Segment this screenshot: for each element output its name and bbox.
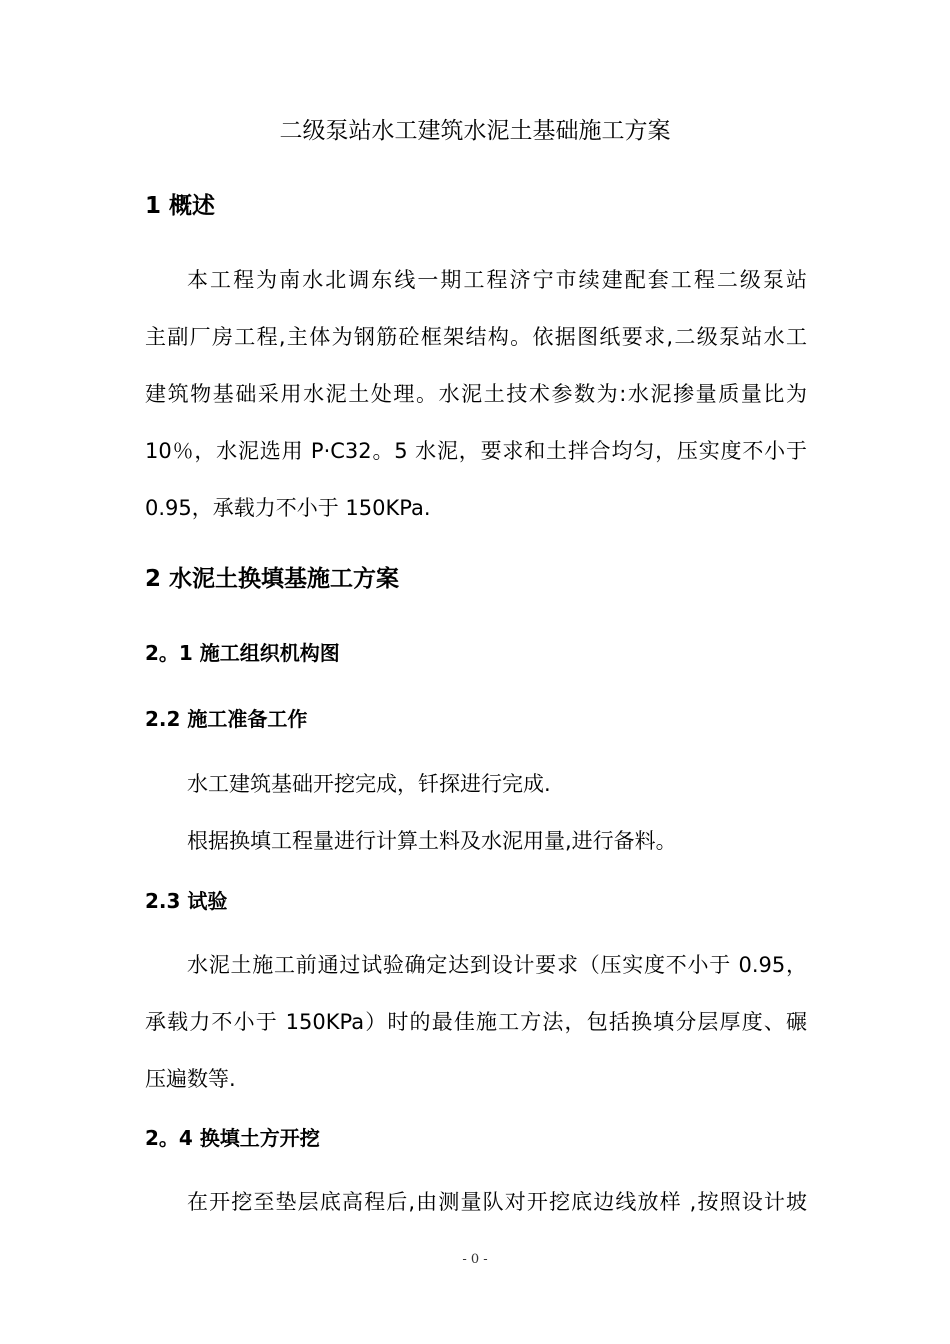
paragraph-line: 根据换填工程量进行计算土料及水泥用量,进行备料。: [187, 829, 677, 853]
paragraph-line: 本工程为南水北调东线一期工程济宁市续建配套工程二级泵站: [187, 268, 807, 292]
subsection-2-4-heading: 2。4 换填土方开挖: [145, 1126, 320, 1150]
section-2-heading: 2 水泥土换填基施工方案: [145, 566, 400, 592]
section-1-heading: 1 概述: [145, 193, 216, 219]
paragraph-line: 压遍数等.: [145, 1067, 236, 1091]
paragraph-line: 在开挖至垫层底高程后,由测量队对开挖底边线放样 ,按照设计坡: [187, 1190, 807, 1214]
subsection-2-1-heading: 2。1 施工组织机构图: [145, 641, 340, 665]
paragraph-line: 0.95，承载力不小于 150KPa.: [145, 496, 431, 520]
document-title: 二级泵站水工建筑水泥土基础施工方案: [279, 118, 671, 144]
paragraph-line: 建筑物基础采用水泥土处理。水泥土技术参数为:水泥掺量质量比为: [145, 382, 807, 406]
page-number: - 0 -: [462, 1252, 488, 1267]
paragraph-line: 水工建筑基础开挖完成，钎探进行完成.: [187, 772, 551, 796]
paragraph-line: 水泥土施工前通过试验确定达到设计要求（压实度不小于 0.95，: [187, 953, 807, 977]
subsection-2-3-heading: 2.3 试验: [145, 889, 228, 913]
paragraph-line: 主副厂房工程,主体为钢筋砼框架结构。依据图纸要求,二级泵站水工: [145, 325, 807, 349]
paragraph-line: 承载力不小于 150KPa）时的最佳施工方法，包括换填分层厚度、碾: [145, 1010, 807, 1034]
subsection-2-2-heading: 2.2 施工准备工作: [145, 707, 308, 731]
paragraph-line: 10％，水泥选用 P·C32。5 水泥，要求和土拌合均匀，压实度不小于: [145, 439, 807, 463]
